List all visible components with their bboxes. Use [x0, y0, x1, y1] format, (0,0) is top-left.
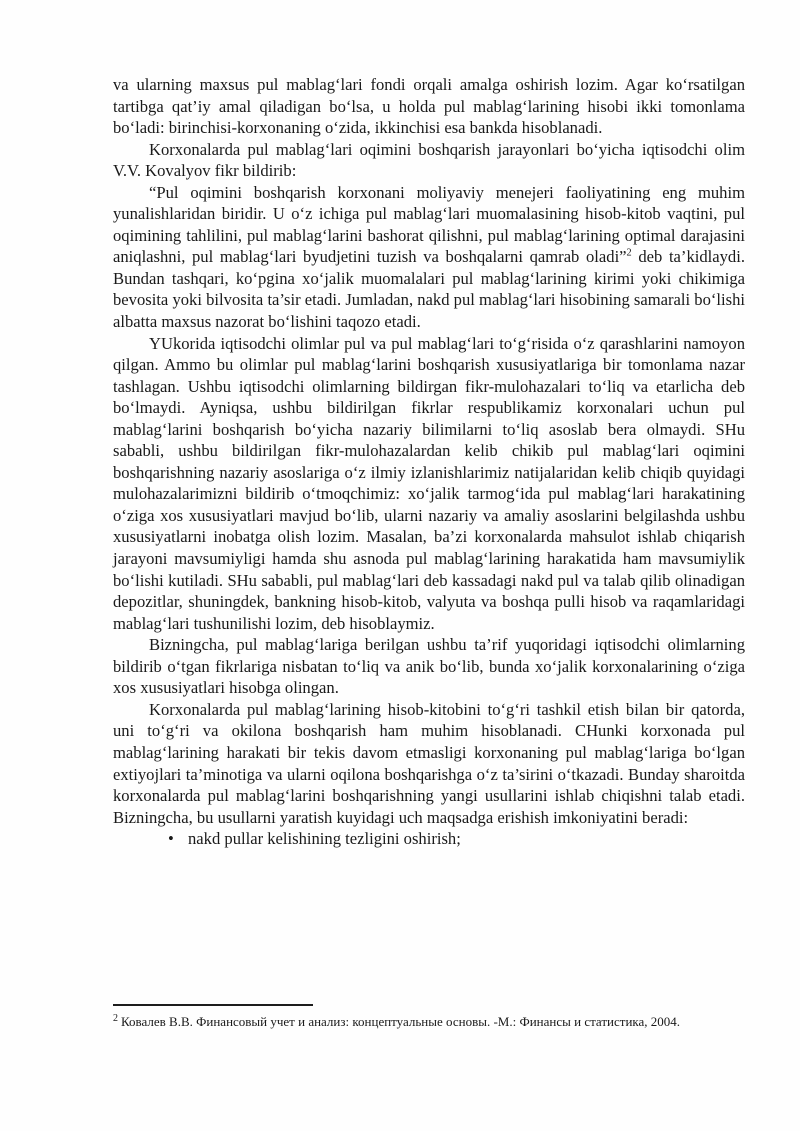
footnote-separator	[113, 1004, 313, 1006]
paragraph-3	[113, 182, 745, 333]
quote-text: “Pul oqimini boshqarish korxonani moliyaviy menejeri faoliyatining eng muhim yunalishlaridan biridir. U o‘z ichiga pul mablag‘lari muomalasining hisob-kitob vaqtini, pul oqimining tahlilini, pul mablag‘larini bashorat qilishni, pul mablag‘larining optimal darajasini aniqlashni, pul mablag‘lari byudjetini tuzish va boshqalarni qamrab oladi”	[113, 182, 745, 267]
bullet-item-text: nakd pullar kelishining tezligini oshirish;	[188, 829, 461, 849]
paragraph-3-continuation: deb ta’kidlaydi. Bundan tashqari, ko‘pgina xo‘jalik muomalalari pul mablag‘larining kirimi yoki chikimiga bevosita yoki bilvosita ta’sir etadi. Jumladan, nakd pul mablag‘lari hisobining samarali bo‘lishi albatta maxsus nazorat bo‘lishini taqozo etadi.	[113, 247, 745, 332]
bullet-icon: •	[168, 829, 174, 849]
paragraph-4: YUkorida iqtisodchi olimlar pul va pul mablag‘lari to‘g‘risida o‘z qarashlarini namoyon qilgan. Ammo bu olimlar pul mablag‘larini boshqarish xususiyatlariga bir tomonlama nazar tashlagan. Ushbu iqtisodchi olimlarning bildirgan fikr-mulohazalari to‘liq va etarlicha deb bo‘lmaydi. Ayniqsa, ushbu bildirilgan fikrlar respublikamiz korxonalari uchun pul mablag‘larini boshqarish bo‘yicha nazariy bilimilarni to‘liq asoslab bera olmaydi. SHu sababli, ushbu bildirilgan fikr-mulohazalardan kelib chikib pul mablag‘lari oqimini boshqarishning nazariy asoslariga o‘z ilmiy izlanishlarimiz natijalaridan kelib chiqib quyidagi mulohazalarimizni bildirib o‘tmoqchimiz: xo‘jalik tarmog‘ida pul mablag‘lari harakatining o‘ziga xos xususiyatlari mavjud bo‘lib, ularni nazariy va amaliy asoslarini belgilashda ushbu xususiyatlarni inobatga olish lozim. Masalan, ba’zi korxonalarda mahsulot ishlab chiqarish jarayoni mavsumiyligi hamda shu asnoda pul mablag‘larining harakatida ham mavsumiylik bo‘lishi kutiladi. SHu sababli, pul mablag‘lari deb kassadagi nakd pul va talab qilib olinadigan depozitlar, shuningdek, bankning hisob-kitob, valyuta va boshqa pulli hisob va raqamlaridagi mablag‘lari tushunilishi lozim, deb hisoblaymiz.	[113, 333, 745, 633]
page-body	[113, 74, 745, 850]
footnote-marker: 2	[113, 1012, 118, 1024]
paragraph-6: Korxonalarda pul mablag‘larining hisob-kitobini to‘g‘ri tashkil etish bilan bir qatorda, uni to‘g‘ri va okilona boshqarish ham muhim hisoblanadi. CHunki korxonada pul mablag‘larining harakati bir tekis davom etmasligi korxonaning pul mablag‘lariga bo‘lgan extiyojlari ta’minotiga va ularni oqilona boshqarishga o‘z ta’sirini o‘tkazadi. Bunday sharoitda korxonalarda pul mablag‘larini boshqarishning yangi usullarini ishlab chiqishni talab etadi. Bizningcha, bu usullarni yaratish kuyidagi uch maqsadga erishish imkoniyatini beradi:	[113, 699, 745, 827]
footnote-text: Ковалев В.В. Финансовый учет и анализ: концептуальные основы. -М.: Финансы и статистика, 2004.	[121, 1014, 681, 1029]
bullet-list	[113, 828, 745, 850]
bullet-item	[113, 828, 745, 850]
footnote-ref: 2	[626, 247, 632, 259]
paragraph-2: Korxonalarda pul mablag‘lari oqimini boshqarish jarayonlari bo‘yicha iqtisodchi olim V.V. Kovalyov fikr bildirib:	[113, 139, 745, 181]
footnote	[113, 1013, 745, 1030]
footnote-area	[113, 1004, 745, 1030]
paragraph-5: Bizningcha, pul mablag‘lariga berilgan ushbu ta’rif yuqoridagi iqtisodchi olimlarning bildirib o‘tgan fikrlariga nisbatan to‘liq va anik bo‘lib, bunda xo‘jalik korxonalarining o‘ziga xos xususiyatlari hisobga olingan.	[113, 635, 745, 698]
paragraph-1: va ularning maxsus pul mablag‘lari fondi orqali amalga oshirish lozim. Agar ko‘rsatilgan tartibga qat’iy amal qiladigan bo‘lsa, u holda pul mablag‘larining hisobi ikki tomonlama bo‘ladi: birinchisi-korxonaning o‘zida, ikkinchisi esa bankda hisoblanadi.	[113, 75, 745, 138]
